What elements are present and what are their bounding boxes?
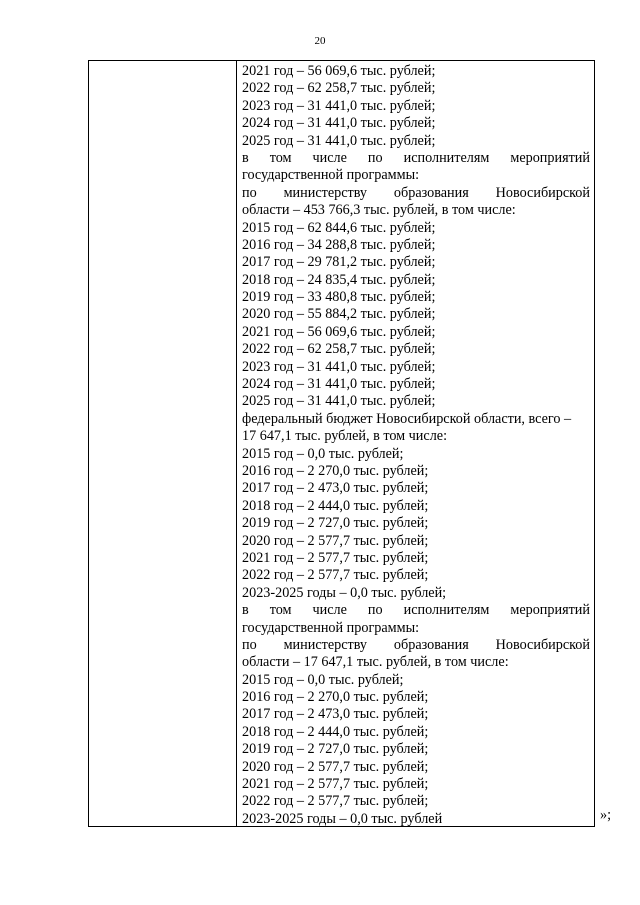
- text-line: 2021 год – 56 069,6 тыс. рублей;: [242, 323, 436, 340]
- text-line: 2015 год – 62 844,6 тыс. рублей;: [242, 219, 436, 236]
- text-line: 2025 год – 31 441,0 тыс. рублей;: [242, 393, 436, 410]
- text-line: 2023-2025 годы – 0,0 тыс. рублей: [242, 810, 443, 827]
- text-line: 2017 год – 29 781,2 тыс. рублей;: [242, 254, 436, 271]
- document-table: [88, 60, 595, 827]
- text-line: 2023-2025 годы – 0,0 тыс. рублей;: [242, 584, 447, 601]
- page-number: 20: [314, 35, 326, 47]
- text-line: 2018 год – 2 444,0 тыс. рублей;: [242, 723, 429, 740]
- text-line: 2022 год – 2 577,7 тыс. рублей;: [242, 793, 429, 810]
- text-line: 2018 год – 24 835,4 тыс. рублей;: [242, 271, 436, 288]
- text-line: федеральный бюджет Новосибирской области, всего –: [242, 410, 572, 427]
- text-line: области – 17 647,1 тыс. рублей, в том числе:: [242, 654, 509, 671]
- text-line: 2025 год – 31 441,0 тыс. рублей;: [242, 132, 436, 149]
- text-line: 2017 год – 2 473,0 тыс. рублей;: [242, 480, 429, 497]
- text-line: 2016 год – 2 270,0 тыс. рублей;: [242, 462, 429, 479]
- text-line: 2015 год – 0,0 тыс. рублей;: [242, 671, 404, 688]
- text-line: в том числе по исполнителям мероприятий: [242, 602, 590, 619]
- text-line: 2024 год – 31 441,0 тыс. рублей;: [242, 115, 436, 132]
- text-line: 2024 год – 31 441,0 тыс. рублей;: [242, 376, 436, 393]
- text-line: 2019 год – 33 480,8 тыс. рублей;: [242, 289, 436, 306]
- text-line: 2020 год – 2 577,7 тыс. рублей;: [242, 532, 429, 549]
- text-line: 2016 год – 34 288,8 тыс. рублей;: [242, 236, 436, 253]
- text-line: 2016 год – 2 270,0 тыс. рублей;: [242, 689, 429, 706]
- text-line: 2021 год – 2 577,7 тыс. рублей;: [242, 776, 429, 793]
- table-right-cell: [242, 63, 590, 828]
- text-line: области – 453 766,3 тыс. рублей, в том числе:: [242, 202, 516, 219]
- text-line: государственной программы:: [242, 167, 420, 184]
- text-line: 2021 год – 2 577,7 тыс. рублей;: [242, 549, 429, 566]
- text-line: 2022 год – 2 577,7 тыс. рублей;: [242, 567, 429, 584]
- text-line: в том числе по исполнителям мероприятий: [242, 149, 590, 166]
- text-line: 2015 год – 0,0 тыс. рублей;: [242, 445, 404, 462]
- text-line: 2021 год – 56 069,6 тыс. рублей;: [242, 63, 436, 79]
- text-line: 2017 год – 2 473,0 тыс. рублей;: [242, 706, 429, 723]
- text-line: 2022 год – 62 258,7 тыс. рублей;: [242, 80, 436, 97]
- text-line: 2019 год – 2 727,0 тыс. рублей;: [242, 741, 429, 758]
- text-line: 2022 год – 62 258,7 тыс. рублей;: [242, 341, 436, 358]
- text-line: государственной программы:: [242, 619, 420, 636]
- text-line: 2023 год – 31 441,0 тыс. рублей;: [242, 97, 436, 114]
- text-line: 2019 год – 2 727,0 тыс. рублей;: [242, 515, 429, 532]
- text-line: по министерству образования Новосибирской: [242, 184, 590, 201]
- closing-quote-mark: »;: [600, 807, 612, 823]
- text-line: 2020 год – 55 884,2 тыс. рублей;: [242, 306, 436, 323]
- text-line: 2023 год – 31 441,0 тыс. рублей;: [242, 358, 436, 375]
- text-line: 2018 год – 2 444,0 тыс. рублей;: [242, 497, 429, 514]
- table-left-cell: [89, 61, 237, 826]
- text-line: 2020 год – 2 577,7 тыс. рублей;: [242, 758, 429, 775]
- text-line: по министерству образования Новосибирской: [242, 636, 590, 653]
- text-line: 17 647,1 тыс. рублей, в том числе:: [242, 428, 448, 445]
